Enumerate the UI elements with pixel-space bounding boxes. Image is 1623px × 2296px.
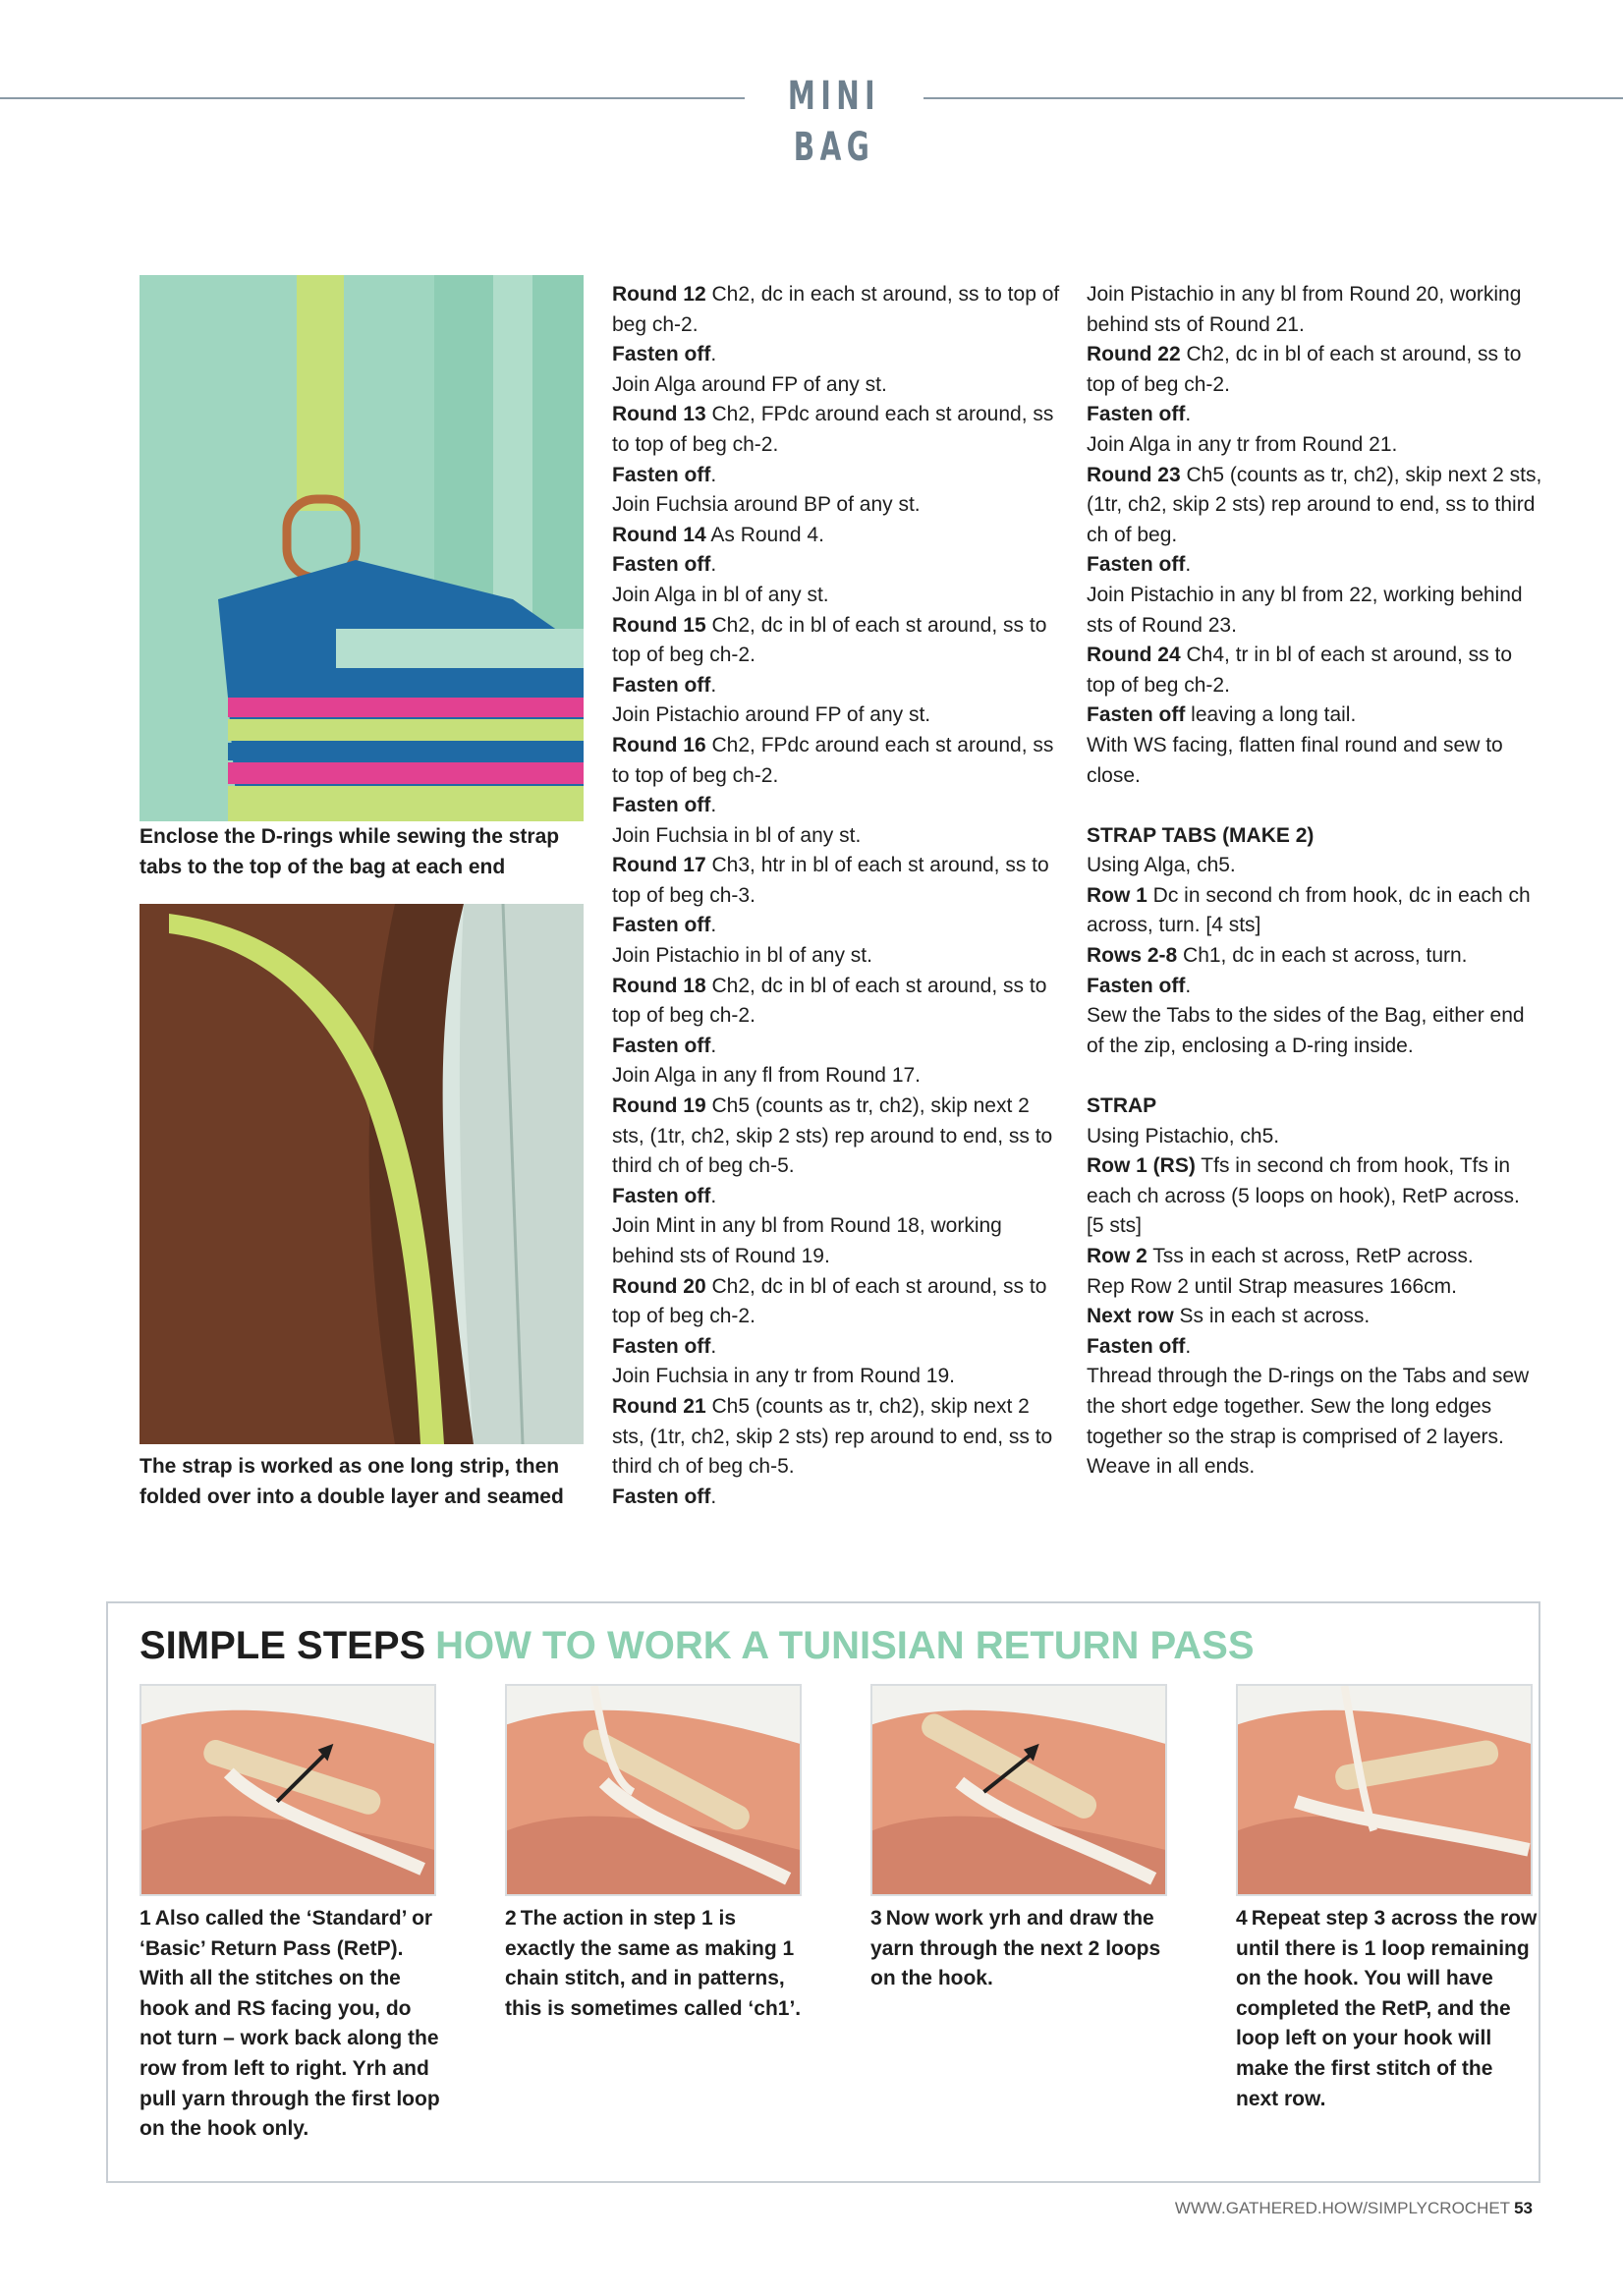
column_middle-line-text: Ch2, dc in each st around, ss to top of beg ch-2. [612,283,1060,336]
column_right-line [1087,700,1542,731]
column_right-line-label: Fasten off [1087,703,1186,727]
column_middle-line [612,671,1064,701]
column_middle-line-label: Round 15 [612,613,706,637]
column_middle-line-text: Ch5 (counts as tr, ch2), skip next 2 sts, (1tr, ch2, skip 2 sts) rep around to end, ss to third ch of beg ch-5. [612,1094,1053,1178]
column_middle-line-text: . [710,914,717,937]
column_middle-line [612,700,1064,731]
column_right-line-text: . [1185,403,1192,426]
column_right-line-label: Round 23 [1087,463,1181,486]
step-3-text [870,1904,1175,1994]
column_middle-line-label: Fasten off [612,1034,711,1057]
column_right-line [1087,641,1542,700]
column_right-line-text: Tfs in second ch from hook, Tfs in each ch across (5 loops on hook), RetP across. [5 sts] [1087,1154,1520,1238]
column_right-line [1087,430,1542,461]
simple-steps-heading-title: HOW TO WORK A TUNISIAN RETURN PASS [435,1624,1255,1667]
step-2-photo [505,1684,802,1896]
column_right-line-text: Ss in each st across. [1173,1305,1371,1328]
column_middle-line-label: Fasten off [612,553,711,577]
column_middle-line-text: Ch2, dc in bl of each st around, ss to top of beg ch-2. [612,1274,1047,1328]
column_middle-line-text: Join Mint in any bl from Round 18, working behind sts of Round 19. [612,1214,1002,1267]
column_right-line-text: Ch4, tr in bl of each st around, ss to top of beg ch-2. [1087,644,1513,697]
column_right-line-label: Fasten off [1087,974,1186,997]
column_middle-line-text: . [710,794,717,817]
column_middle-line-text: . [710,553,717,577]
column_middle-line-text: . [710,463,717,486]
step-4-body: Repeat step 3 across the row until there is 1 loop remaining on the hook. You will have completed the RetP, and the loop left on your hook will make the first stitch of the next row. [1236,1907,1538,2110]
column_right-line-text: Dc in second ch from hook, dc in each ch across, turn. [4 sts] [1087,883,1531,937]
column_right-line [1087,1272,1542,1303]
column_right-line-label: Round 24 [1087,644,1181,667]
column_right-line [1087,851,1542,881]
column_middle-line [612,972,1064,1032]
page-section-title: MINI BAG [787,74,881,170]
column_middle-line [612,1092,1064,1182]
column_right-line [1087,1332,1542,1363]
column_middle-line [612,851,1064,911]
column_right-line-text: Rep Row 2 until Strap measures 166cm. [1087,1274,1458,1298]
column_middle-line [612,1483,1064,1513]
column_right-line [1087,581,1542,641]
column_right-line [1087,1302,1542,1332]
strap-shoulder-photo [140,904,584,1444]
column_middle-line-text: Ch2, FPdc around each st around, ss to top of beg ch-2. [612,733,1054,787]
column_right-line-text: Join Pistachio in any bl from Round 20, working behind sts of Round 21. [1087,283,1522,336]
column_middle-line-label: Fasten off [612,343,711,366]
column_right-line [1087,1001,1542,1061]
column_middle-line-text: Join Pistachio in bl of any st. [612,944,872,968]
column_middle-line-text: . [710,673,717,697]
column_right-line-text: . [1185,974,1192,997]
column_middle-line-text: . [710,1484,717,1508]
column_middle-line-text: Ch2, dc in bl of each st around, ss to top of beg ch-2. [612,613,1047,667]
column_right-line-text: leaving a long tail. [1185,703,1357,727]
column_middle-line-text: Join Alga in bl of any st. [612,583,829,606]
column_right-line-text: Using Pistachio, ch5. [1087,1124,1280,1148]
column_middle-line-text: Join Alga in any fl from Round 17. [612,1064,922,1088]
column_middle-line-text: Ch3, htr in bl of each st around, ss to top of beg ch-3. [612,854,1049,907]
column_right-line-label: Next row [1087,1305,1174,1328]
column_middle-line [612,1032,1064,1062]
column_middle-line [612,280,1064,340]
column_right-line [1087,972,1542,1002]
header-rule-left [0,97,745,99]
column_middle-line-label: Round 21 [612,1394,706,1418]
column_right-line [1087,1362,1542,1482]
step-3-photo [870,1684,1167,1896]
column_right-line-text: Using Alga, ch5. [1087,854,1236,877]
pattern-column-middle [612,280,1064,1512]
step-2-number: 2 [505,1907,517,1930]
footer-url: WWW.GATHERED.HOW/SIMPLYCROCHET [1174,2199,1511,2217]
column_middle-line-label: Fasten off [612,673,711,697]
column_right-line-text: Ch1, dc in each st across, turn. [1177,944,1468,968]
step-1-photo [140,1684,436,1896]
column_middle-line-label: Round 18 [612,974,706,997]
column_middle-line [612,611,1064,671]
column_right-line [1087,280,1542,340]
column_right-line-text: Ch2, dc in bl of each st around, ss to top of beg ch-2. [1087,343,1522,396]
step-1-text [140,1904,444,2145]
strap-photo-caption: The strap is worked as one long strip, then folded over into a double layer and seamed [140,1455,564,1508]
column_middle-line [612,791,1064,821]
bag-d-ring-photo [140,275,584,821]
column_right-line-label: Fasten off [1087,403,1186,426]
column_right-line [1087,821,1542,852]
page-number: 53 [1514,2199,1533,2217]
column_middle-line-label: Round 17 [612,854,706,877]
column_middle-line-label: Fasten off [612,1334,711,1358]
column_right-line [1087,461,1542,551]
column_middle-line-text: Join Alga around FP of any st. [612,372,887,396]
column_right-line [1087,1122,1542,1152]
footer [1175,2199,1533,2218]
column_right-line-text: With WS facing, flatten final round and sew to close. [1087,733,1503,787]
column_right-line-text: . [1185,1334,1192,1358]
column_middle-line-label: Round 13 [612,403,706,426]
column_right-line-label: Fasten off [1087,1334,1186,1358]
column_middle-line [612,1332,1064,1363]
column_middle-line-text: . [710,1034,717,1057]
column_right-spacer [1087,791,1542,821]
column_right-line-label: Fasten off [1087,553,1186,577]
step-3-body: Now work yrh and draw the yarn through the next 2 loops on the hook. [870,1907,1161,1990]
column_right-line-text: Join Pistachio in any bl from 22, working behind sts of Round 23. [1087,583,1523,637]
column_middle-line [612,370,1064,401]
simple-steps-heading [140,1621,1255,1670]
column_right-line-text: Tss in each st across, RetP across. [1147,1245,1474,1267]
step-3-number: 3 [870,1907,882,1930]
step-4-photo [1236,1684,1533,1896]
column_right-line [1087,941,1542,972]
step-1-number: 1 [140,1907,151,1930]
column_middle-line-text: Join Fuchsia in bl of any st. [612,823,862,847]
header-rule-right [923,97,1623,99]
column_middle-line [612,941,1064,972]
bag-photo-caption: Enclose the D-rings while sewing the strap tabs to the top of the bag at each end [140,825,560,878]
column_middle-line [612,340,1064,370]
step-4-number: 4 [1236,1907,1248,1930]
column_right-line-label: Round 22 [1087,343,1181,366]
column_right-line-label: Rows 2-8 [1087,944,1178,968]
column_middle-line-label: Round 20 [612,1274,706,1298]
column_middle-line-label: Round 12 [612,283,706,306]
simple-steps-heading-label: SIMPLE STEPS [140,1624,426,1667]
column_middle-line-label: Fasten off [612,1484,711,1508]
column_middle-line-label: Fasten off [612,463,711,486]
column_middle-line [612,1272,1064,1332]
column_middle-line-text: Ch2, FPdc around each st around, ss to top of beg ch-2. [612,403,1054,456]
column_middle-line [612,461,1064,491]
column_right-line-label: STRAP TABS (MAKE 2) [1087,823,1315,847]
column_right-line [1087,1151,1542,1242]
column_middle-line [612,490,1064,521]
column_middle-line-text: . [710,343,717,366]
column_middle-line-text: . [710,1184,717,1207]
column_middle-line-text: As Round 4. [705,523,824,546]
column_right-line-label: Row 1 [1087,883,1147,907]
column_middle-line-text: . [710,1334,717,1358]
column_middle-line [612,1061,1064,1092]
column_right-line [1087,731,1542,791]
column_middle-line [612,911,1064,941]
column_middle-line [612,400,1064,460]
column_right-line-text: Ch5 (counts as tr, ch2), skip next 2 sts, (1tr, ch2, skip 2 sts) rep around to end, ss to third ch of beg. [1087,463,1542,546]
column_middle-line [612,1182,1064,1212]
column_middle-line [612,1362,1064,1392]
column_right-line [1087,400,1542,430]
column_right-line-text: Join Alga in any tr from Round 21. [1087,432,1398,456]
column_right-line [1087,340,1542,400]
column_right-line [1087,550,1542,581]
column_middle-line-label: Fasten off [612,914,711,937]
column_middle-line [612,1211,1064,1271]
column_right-line-label: Row 2 [1087,1245,1147,1267]
column_middle-line-text: Ch5 (counts as tr, ch2), skip next 2 sts, (1tr, ch2, skip 2 sts) rep around to end, ss to third ch of beg ch-5. [612,1394,1053,1479]
step-4-text [1236,1904,1540,2114]
column_middle-line [612,731,1064,791]
column_middle-line [612,521,1064,551]
column_right-line-label: STRAP [1087,1094,1157,1118]
column_right-line-text: Thread through the D-rings on the Tabs and sew the short edge together. Sew the long edges together so the strap is comprised of 2 layers. Weave in all ends. [1087,1365,1530,1479]
pattern-column-right [1087,280,1542,1483]
column_middle-line-text: Ch2, dc in bl of each st around, ss to top of beg ch-2. [612,974,1047,1028]
column_middle-line-text: Join Fuchsia in any tr from Round 19. [612,1365,956,1388]
column_middle-line-label: Round 16 [612,733,706,756]
step-1-body: Also called the ‘Standard’ or ‘Basic’ Return Pass (RetP). With all the stitches on the hook and RS facing you, do not turn – work back along the row from left to right. Yrh and pull yarn through the first loop on the hook only. [140,1907,440,2141]
column_right-line-label: Row 1 (RS) [1087,1154,1196,1178]
column_middle-line [612,1392,1064,1483]
column_middle-line [612,550,1064,581]
step-2-body: The action in step 1 is exactly the same as making 1 chain stitch, and in patterns, this is sometimes called ‘ch1’. [505,1907,802,2020]
column_middle-line-label: Fasten off [612,794,711,817]
column_middle-line [612,581,1064,611]
column_right-line-text: . [1185,553,1192,577]
column_middle-line-text: Join Fuchsia around BP of any st. [612,493,921,517]
column_middle-line [612,821,1064,852]
column_middle-line-label: Round 14 [612,523,706,546]
column_middle-line-label: Round 19 [612,1094,706,1118]
column_right-line [1087,881,1542,941]
step-2-text [505,1904,810,2024]
column_right-line [1087,1092,1542,1122]
column_right-line-text: Sew the Tabs to the sides of the Bag, either end of the zip, enclosing a D-ring inside. [1087,1004,1525,1057]
column_middle-line-label: Fasten off [612,1184,711,1207]
column_right-line [1087,1242,1542,1272]
column_right-spacer [1087,1061,1542,1092]
column_middle-line-text: Join Pistachio around FP of any st. [612,703,931,727]
